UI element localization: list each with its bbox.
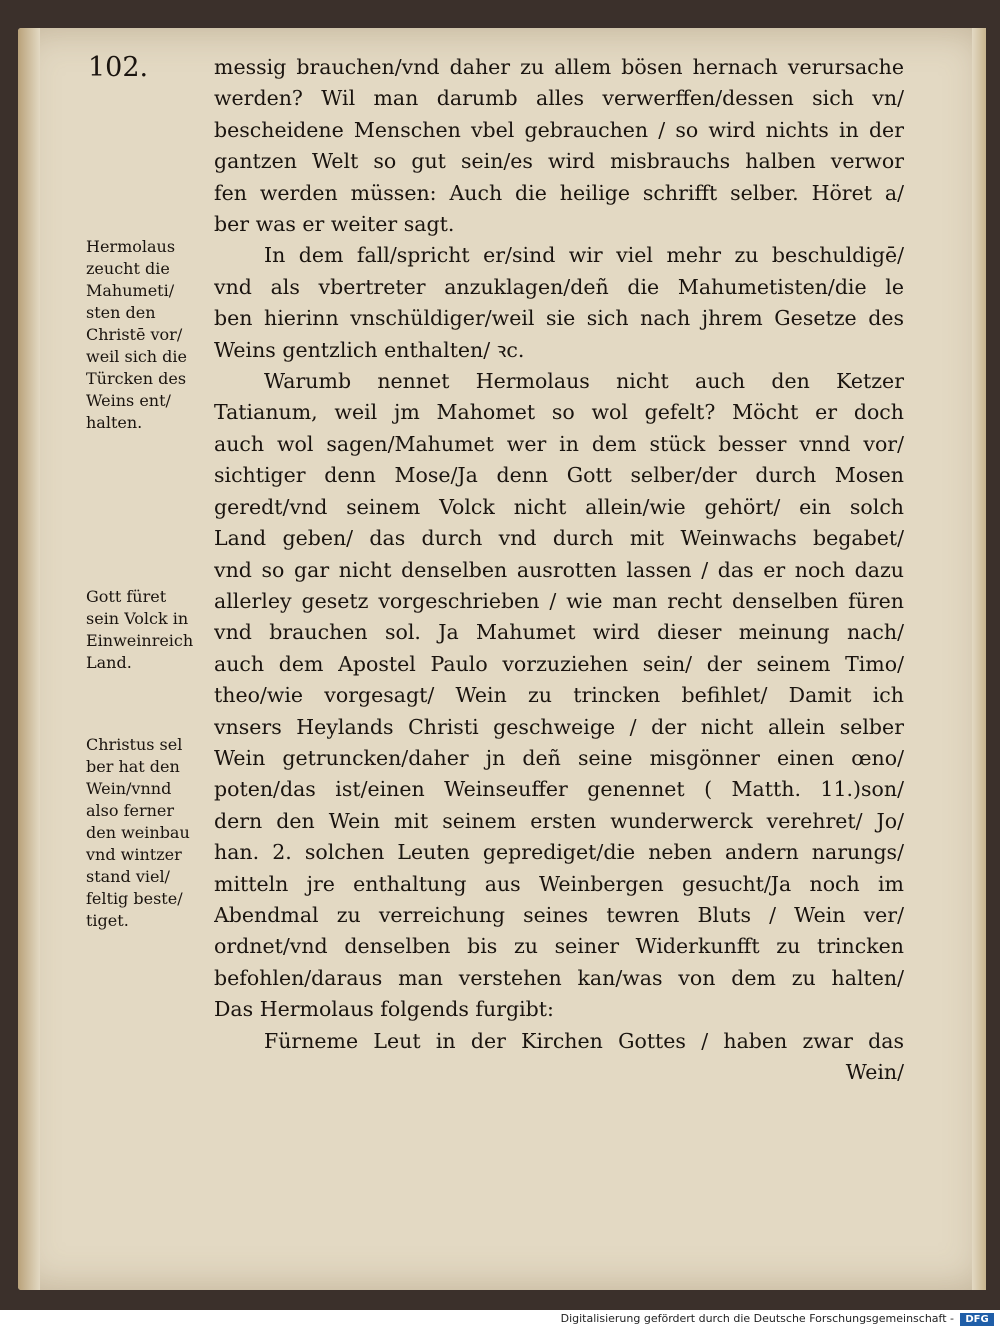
text-line: messig brauchen/vnd daher zu allem bösen hernach verursache — [214, 55, 904, 79]
text-line: theo/wie vorgesagt/ Wein zu trincken befihlet/ Damit ich — [214, 683, 904, 708]
text-line: allerley gesetz vorgeschrieben / wie man recht denselben füren — [214, 588, 904, 613]
text-line: sichtiger denn Mose/Ja denn Gott selber/der durch Mosen — [214, 463, 904, 488]
footer-credit: Digitalisierung gefördert durch die Deutsche Forschungsgemeinschaft - — [560, 1312, 954, 1325]
page-gutter — [18, 28, 40, 1290]
margin-note-christus: Christus sel ber hat den Wein/vnnd also ferner den weinbau vnd wintzer stand viel/ feltig beste/ tiget. — [86, 735, 190, 930]
page-edge — [972, 28, 986, 1290]
text-line: werden? Wil man darumb alles verwerffen/dessen sich vn/ — [214, 86, 904, 111]
text-line: Warumb nennet Hermolaus nicht auch den Ketzer — [264, 369, 904, 394]
text-line: vnsers Heylands Christi geschweige / der nicht allein selber — [214, 714, 904, 739]
text-line: befohlen/daraus man verstehen kan/was von dem zu halten/ — [214, 965, 904, 990]
text-line: Wein getruncken/daher jn deñ seine misgönner einen œno/ — [214, 745, 904, 770]
text-line: ber was er weiter sagt. — [214, 212, 455, 237]
text-line: gantzen Welt so gut sein/es wird misbrauchs halben verwor — [214, 149, 904, 174]
text-line: geredt/vnd seinem Volck nicht allein/wie gehört/ ein solch — [214, 494, 904, 519]
text-line: poten/das ist/einen Weinseuffer genennet ( Matth. 11.)son/ — [214, 777, 904, 802]
text-line: Abendmal zu verreichung seines tewren Bluts / Wein ver/ — [214, 902, 904, 927]
text-line: auch wol sagen/Mahumet wer in dem stück besser vnnd vor/ — [214, 431, 904, 456]
text-line: In dem fall/spricht er/sind wir viel mehr zu beschuldigē/ — [264, 243, 904, 268]
text-line: ordnet/vnd denselben bis zu seiner Widerkunfft zu trincken — [214, 934, 904, 959]
page-number: 102. — [88, 52, 149, 83]
text-line: Das Hermolaus folgends furgibt: — [214, 997, 554, 1022]
dfg-logo: DFG — [960, 1313, 994, 1326]
margin-note-hermolaus: Hermolaus zeucht die Mahumeti/ sten den Christē vor/ weil sich die Türcken des Weins ent/ halten. — [86, 237, 187, 432]
text-line: fen werden müssen: Auch die heilige schrifft selber. Höret a/ — [214, 180, 904, 205]
text-line: auch dem Apostel Paulo vorzuziehen sein/ der seinem Timo/ — [214, 651, 904, 676]
text-line: Weins gentzlich enthalten/ ꝛc. — [214, 337, 525, 362]
text-line: Land geben/ das durch vnd durch mit Weinwachs begabet/ — [214, 526, 904, 551]
text-line: han. 2. solchen Leuten geprediget/die neben andern narungs/ — [214, 840, 904, 865]
text-line: mitteln jre enthaltung aus Weinbergen gesucht/Ja noch im — [214, 871, 904, 896]
text-line: dern den Wein mit seinem ersten wunderwerck verehret/ Jo/ — [214, 808, 904, 833]
main-text-block — [214, 52, 904, 1088]
margin-note-gott-fueret: Gott füret sein Volck in Einweinreich Land. — [86, 587, 194, 672]
text-line: Tatianum, weil jm Mahomet so wol gefelt? Möcht er doch — [214, 400, 904, 425]
text-line: ben hierinn vnschüldiger/weil sie sich nach jhrem Gesetze des — [214, 306, 904, 331]
footer-bar — [0, 1310, 1000, 1329]
catchword: Wein/ — [845, 1060, 904, 1084]
text-line: vnd als vbertreter anzuklagen/deñ die Mahumetisten/die le — [214, 274, 904, 299]
text-line: vnd brauchen sol. Ja Mahumet wird dieser meinung nach/ — [214, 620, 904, 645]
text-line: bescheidene Menschen vbel gebrauchen / so wird nichts in der — [214, 117, 904, 142]
text-line: vnd so gar nicht denselben ausrotten lassen / das er noch dazu — [214, 557, 904, 582]
text-line: Fürneme Leut in der Kirchen Gottes / haben zwar das — [264, 1028, 904, 1053]
